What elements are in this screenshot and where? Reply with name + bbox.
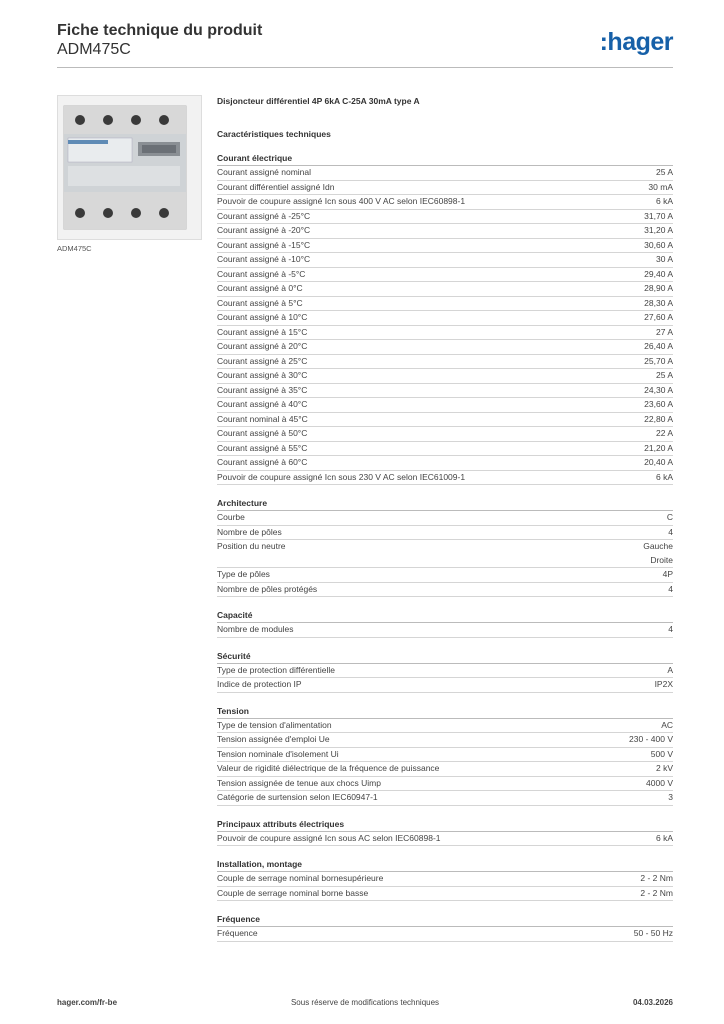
spec-label: Couple de serrage nominal bornesupérieure xyxy=(217,873,384,883)
spec-row xyxy=(217,872,673,887)
spec-value: 2 - 2 Nm xyxy=(640,887,673,898)
section-title: Sécurité xyxy=(217,650,673,664)
spec-value: 30,60 A xyxy=(644,239,673,250)
spec-sheet xyxy=(217,95,673,942)
section-title: Architecture xyxy=(217,497,673,511)
spec-label: Pouvoir de coupure assigné Icn sous AC selon IEC60898-1 xyxy=(217,832,441,843)
spec-row xyxy=(217,719,673,734)
spec-value: 4000 V xyxy=(646,777,673,788)
spec-value: 22,80 A xyxy=(644,413,673,424)
page-header xyxy=(57,22,673,59)
spec-label: Courant assigné nominal xyxy=(217,167,312,177)
spec-row xyxy=(217,762,673,777)
spec-row xyxy=(217,733,673,748)
spec-value: 31,20 A xyxy=(644,225,673,235)
spec-value: 28,90 A xyxy=(644,283,673,293)
spec-row xyxy=(217,568,673,583)
spec-row xyxy=(217,355,673,370)
product-image xyxy=(57,95,202,240)
spec-row xyxy=(217,427,673,442)
spec-value: 30 A xyxy=(655,254,673,264)
spec-label: Courant assigné à 30°C xyxy=(217,370,308,380)
spec-label: Courbe xyxy=(217,512,245,522)
spec-label: Valeur de rigidité diélectrique de la fréquence de puissance xyxy=(217,763,440,773)
spec-value: 4 xyxy=(668,583,673,594)
section-spacer xyxy=(217,597,673,609)
section-spacer xyxy=(217,901,673,913)
spec-value: 6 kA xyxy=(655,471,673,482)
spec-value: 2 kV xyxy=(655,763,673,773)
section-title: Tension xyxy=(217,705,673,719)
spec-label: Courant assigné à 50°C xyxy=(217,428,308,438)
specs-heading: Caractéristiques techniques xyxy=(217,129,331,139)
spec-value: 24,30 A xyxy=(644,384,673,395)
spec-row xyxy=(217,413,673,428)
spec-row xyxy=(217,311,673,326)
spec-row xyxy=(217,791,673,806)
spec-label: Tension assignée d'emploi Ue xyxy=(217,734,330,744)
spec-row xyxy=(217,224,673,239)
section-title: Courant électrique xyxy=(217,152,673,166)
footer-website-link[interactable]: hager.com/fr-be xyxy=(57,998,118,1007)
spec-row xyxy=(217,748,673,763)
spec-value: 27,60 A xyxy=(644,312,673,322)
spec-label: Couple de serrage nominal borne basse xyxy=(217,887,369,898)
spec-label: Indice de protection IP xyxy=(217,679,302,689)
spec-row xyxy=(217,832,673,847)
spec-label: Pouvoir de coupure assigné Icn sous 400 V AC selon IEC60898-1 xyxy=(217,196,466,206)
spec-value: 4 xyxy=(668,526,673,537)
spec-value: 23,60 A xyxy=(644,399,673,409)
section-spacer xyxy=(217,846,673,858)
spec-row xyxy=(217,253,673,268)
spec-label: Type de protection différentielle xyxy=(217,664,335,675)
spec-label: Courant assigné à 5°C xyxy=(217,297,303,308)
spec-value: 3 xyxy=(668,792,673,802)
spec-label: Catégorie de surtension selon IEC60947-1 xyxy=(217,792,378,802)
spec-value: 28,30 A xyxy=(644,297,673,308)
spec-label: Courant assigné à 15°C xyxy=(217,326,308,337)
spec-value: 31,70 A xyxy=(644,210,673,221)
footer-date: 04.03.2026 xyxy=(632,998,673,1007)
spec-row xyxy=(217,511,673,526)
spec-label: Courant assigné à 55°C xyxy=(217,442,308,453)
spec-row xyxy=(217,268,673,283)
circuit-breaker-illustration xyxy=(58,96,201,239)
spec-label: Courant assigné à -5°C xyxy=(217,268,306,279)
spec-value: AC xyxy=(661,719,673,730)
spec-value: 6 kA xyxy=(655,832,673,843)
spec-row xyxy=(217,583,673,598)
spec-row xyxy=(217,887,673,902)
image-caption: ADM475C xyxy=(57,244,92,253)
spec-label: Courant assigné à 20°C xyxy=(217,341,308,351)
spec-label: Pouvoir de coupure assigné Icn sous 230 V AC selon IEC61009-1 xyxy=(217,471,466,482)
spec-label: Courant assigné à 10°C xyxy=(217,312,308,322)
spec-value: 30 mA xyxy=(648,181,673,192)
spec-row xyxy=(217,210,673,225)
spec-value: 2 - 2 Nm xyxy=(640,873,673,883)
spec-sections xyxy=(217,152,673,942)
spec-label: Position du neutre xyxy=(217,541,286,551)
spec-label: Courant assigné à 35°C xyxy=(217,384,308,395)
spec-label: Courant différentiel assigné Idn xyxy=(217,181,335,192)
spec-row xyxy=(217,282,673,297)
spec-value: 25 A xyxy=(655,167,673,177)
spec-label: Tension nominale d'isolement Ui xyxy=(217,748,339,759)
spec-row xyxy=(217,664,673,679)
spec-label: Courant nominal à 45°C xyxy=(217,413,308,424)
spec-value: 29,40 A xyxy=(644,268,673,279)
section-title: Fréquence xyxy=(217,913,673,927)
spec-label: Courant assigné à -10°C xyxy=(217,254,311,264)
spec-row xyxy=(217,326,673,341)
spec-label: Courant assigné à 0°C xyxy=(217,283,303,293)
spec-row xyxy=(217,777,673,792)
spec-value: 230 - 400 V xyxy=(629,734,673,744)
spec-label: Nombre de pôles protégés xyxy=(217,583,318,594)
spec-value: 25,70 A xyxy=(644,355,673,366)
section-title: Capacité xyxy=(217,609,673,623)
spec-row xyxy=(217,540,673,568)
spec-label: Courant assigné à -25°C xyxy=(217,210,311,221)
spec-row xyxy=(217,927,673,942)
spec-row xyxy=(217,471,673,486)
spec-value: 500 V xyxy=(650,748,673,759)
spec-label: Courant assigné à 40°C xyxy=(217,399,308,409)
spec-row xyxy=(217,239,673,254)
spec-value: 27 A xyxy=(655,326,673,337)
section-spacer xyxy=(217,638,673,650)
spec-value: 20,40 A xyxy=(644,457,673,467)
spec-label: Courant assigné à 25°C xyxy=(217,355,308,366)
spec-row xyxy=(217,369,673,384)
spec-value: 4P xyxy=(662,569,673,579)
spec-value: 50 - 50 Hz xyxy=(633,928,673,938)
spec-label: Tension assignée de tenue aux chocs Uimp xyxy=(217,777,381,788)
spec-value: 4 xyxy=(668,624,673,634)
header-divider xyxy=(57,67,673,68)
spec-value: C xyxy=(666,512,673,522)
spec-row xyxy=(217,384,673,399)
spec-label: Nombre de modules xyxy=(217,624,294,634)
spec-label: Courant assigné à 60°C xyxy=(217,457,308,467)
footer-disclaimer: Sous réserve de modifications techniques xyxy=(290,998,440,1007)
spec-row xyxy=(217,166,673,181)
spec-row xyxy=(217,340,673,355)
spec-value: 25 A xyxy=(655,370,673,380)
spec-value: A xyxy=(667,664,673,675)
spec-value: 26,40 A xyxy=(644,341,673,351)
spec-row xyxy=(217,442,673,457)
section-spacer xyxy=(217,806,673,818)
spec-row xyxy=(217,623,673,638)
spec-label: Type de pôles xyxy=(217,569,270,579)
spec-label: Nombre de pôles xyxy=(217,526,282,537)
spec-label: Type de tension d'alimentation xyxy=(217,719,332,730)
spec-row xyxy=(217,456,673,471)
product-description: Disjoncteur différentiel 4P 6kA C-25A 30mA type A xyxy=(217,96,420,106)
spec-value: 21,20 A xyxy=(644,442,673,453)
spec-value: 22 A xyxy=(655,428,673,438)
section-title: Principaux attributs électriques xyxy=(217,818,673,832)
spec-value: IP2X xyxy=(654,679,673,689)
section-spacer xyxy=(217,485,673,497)
spec-row xyxy=(217,181,673,196)
spec-label: Fréquence xyxy=(217,928,258,938)
spec-label: Courant assigné à -15°C xyxy=(217,239,311,250)
spec-value: Gauche Droite xyxy=(643,541,673,565)
spec-label: Courant assigné à -20°C xyxy=(217,225,311,235)
section-title: Installation, montage xyxy=(217,858,673,872)
hager-logo: :hager xyxy=(599,28,673,56)
product-code: ADM475C xyxy=(57,41,131,58)
spec-row xyxy=(217,678,673,693)
spec-row xyxy=(217,398,673,413)
spec-row xyxy=(217,526,673,541)
page-title: Fiche technique du produit xyxy=(57,22,263,39)
spec-row xyxy=(217,297,673,312)
spec-value: 6 kA xyxy=(655,196,673,206)
section-spacer xyxy=(217,693,673,705)
spec-row xyxy=(217,195,673,210)
